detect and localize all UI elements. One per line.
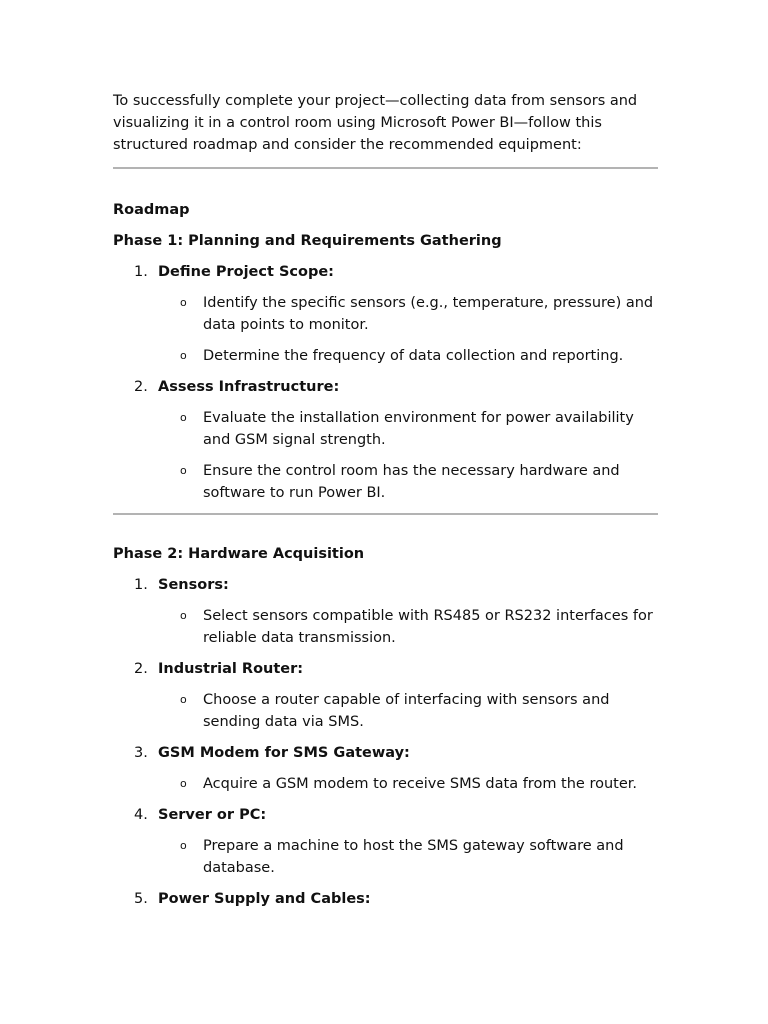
- list-item: [158, 689, 658, 733]
- sub-items-list: [158, 689, 658, 733]
- phase2-step: [113, 804, 658, 879]
- list-item-text: Choose a router capable of interfacing with sensors and sending data via SMS.: [203, 692, 610, 730]
- step-label: Define Project Scope:: [158, 264, 334, 280]
- step-number: 3.: [134, 745, 148, 761]
- list-item: [158, 407, 658, 451]
- sub-items-list: [158, 407, 658, 504]
- step-number: 1.: [134, 264, 148, 280]
- step-number: 1.: [134, 577, 148, 593]
- intro-paragraph: To successfully complete your project—collecting data from sensors and visualizing it in a control room using Microsoft Power BI—follow this structured roadmap and consider the recommended equipment:: [113, 93, 638, 153]
- list-item-text: Prepare a machine to host the SMS gateway software and database.: [203, 838, 624, 876]
- list-item: [158, 292, 658, 336]
- step-number: 2.: [134, 661, 148, 677]
- step-label: Power Supply and Cables:: [158, 891, 371, 907]
- document-page: [113, 90, 658, 919]
- step-label: Industrial Router:: [158, 661, 304, 677]
- sub-items-list: [158, 773, 658, 795]
- phase2-step: [113, 658, 658, 733]
- bullet-icon: o: [180, 464, 187, 477]
- sub-items-list: [158, 605, 658, 649]
- list-item-text: Select sensors compatible with RS485 or RS232 interfaces for reliable data transmission.: [203, 608, 653, 646]
- bullet-icon: o: [180, 693, 187, 706]
- list-item-text: Acquire a GSM modem to receive SMS data from the router.: [203, 776, 638, 792]
- phase2-step: [113, 574, 658, 649]
- bullet-icon: o: [180, 839, 187, 852]
- list-item-text: Ensure the control room has the necessary hardware and software to run Power BI.: [203, 463, 620, 501]
- phase2-step: [113, 888, 658, 910]
- phase2-step: [113, 742, 658, 795]
- list-item: [158, 773, 658, 795]
- list-item: [158, 345, 658, 367]
- phase1-step: [113, 261, 658, 367]
- step-label: Assess Infrastructure:: [158, 379, 340, 395]
- phase1-step: [113, 376, 658, 504]
- bullet-icon: o: [180, 296, 187, 309]
- section-divider: [113, 167, 658, 169]
- roadmap-heading: Roadmap: [113, 202, 190, 218]
- phase1-heading: Phase 1: Planning and Requirements Gathering: [113, 233, 502, 249]
- phase1-steps-list: [113, 261, 658, 504]
- step-number: 5.: [134, 891, 148, 907]
- phase2-steps-list: [113, 574, 658, 910]
- sub-items-list: [158, 835, 658, 879]
- section-divider: [113, 513, 658, 515]
- step-label: Sensors:: [158, 577, 229, 593]
- list-item-text: Evaluate the installation environment for power availability and GSM signal strength.: [203, 410, 634, 448]
- step-number: 2.: [134, 379, 148, 395]
- step-number: 4.: [134, 807, 148, 823]
- step-label: GSM Modem for SMS Gateway:: [158, 745, 410, 761]
- list-item: [158, 460, 658, 504]
- list-item-text: Determine the frequency of data collection and reporting.: [203, 348, 624, 364]
- bullet-icon: o: [180, 777, 187, 790]
- list-item-text: Identify the specific sensors (e.g., temperature, pressure) and data points to monitor.: [203, 295, 654, 333]
- step-label: Server or PC:: [158, 807, 267, 823]
- bullet-icon: o: [180, 411, 187, 424]
- phase2-heading: Phase 2: Hardware Acquisition: [113, 546, 365, 562]
- sub-items-list: [158, 292, 658, 367]
- list-item: [158, 835, 658, 879]
- bullet-icon: o: [180, 609, 187, 622]
- bullet-icon: o: [180, 349, 187, 362]
- list-item: [158, 605, 658, 649]
